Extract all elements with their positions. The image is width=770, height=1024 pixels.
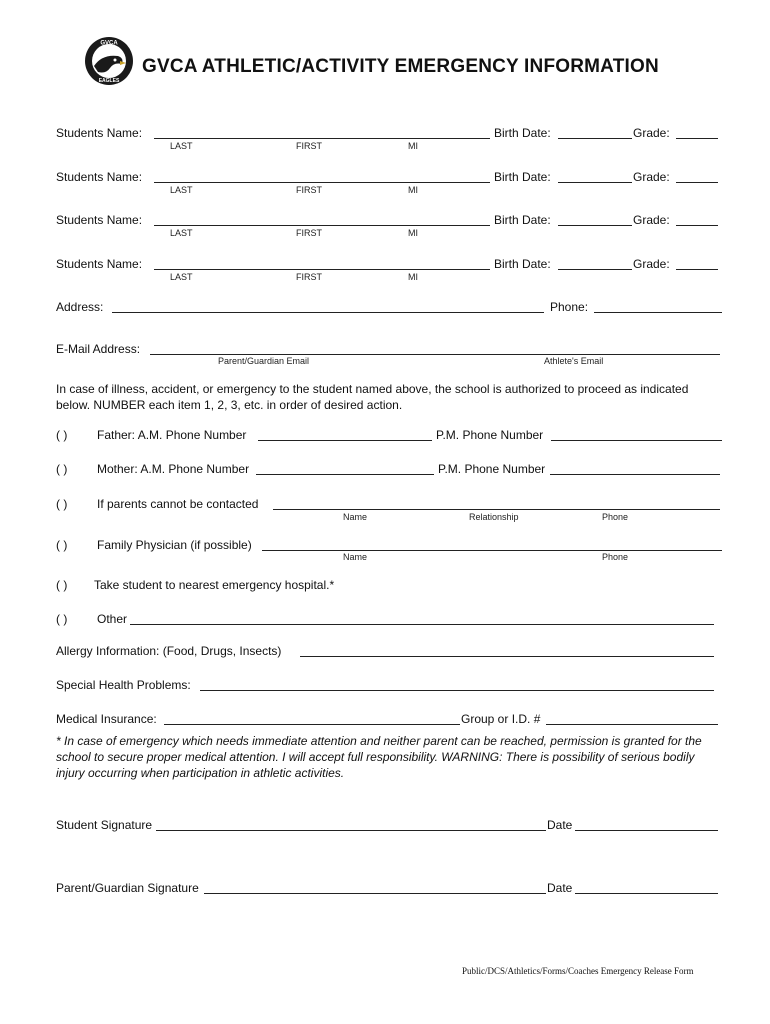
parent-date-label: Date [547,881,573,895]
birth-date-label: Birth Date: [494,170,551,184]
student-name-field[interactable] [154,138,490,139]
parent-date-field[interactable] [575,893,718,894]
special-health-field[interactable] [200,690,714,691]
allergy-label: Allergy Information: (Food, Drugs, Insects) [56,644,282,658]
alternate-name-label: Name [343,512,368,522]
grade-label: Grade: [633,126,670,140]
student-name-field[interactable] [154,225,490,226]
allergy-field[interactable] [300,656,714,657]
other-priority-box[interactable]: ( ) [56,612,68,626]
student-name-label: Students Name: [56,257,143,271]
logo-bottom-text: EAGLES [98,78,120,84]
grade-label: Grade: [633,257,670,271]
grade-label: Grade: [633,213,670,227]
student-date-label: Date [547,818,573,832]
physician-priority-box[interactable]: ( ) [56,538,68,552]
first-name-label: FIRST [296,185,322,195]
grade-field[interactable] [676,182,718,183]
alternate-priority-box[interactable]: ( ) [56,497,68,511]
hospital-label: Take student to nearest emergency hospital.* [94,578,335,592]
birth-date-label: Birth Date: [494,257,551,271]
father-pm-label: P.M. Phone Number [436,428,544,442]
physician-label: Family Physician (if possible) [97,538,252,552]
middle-initial-label: MI [408,272,418,282]
first-name-label: FIRST [296,228,322,238]
alternate-phone-label: Phone [602,512,629,522]
parent-email-label: Parent/Guardian Email [218,356,310,366]
last-name-label: LAST [170,272,193,282]
physician-field[interactable] [262,550,722,551]
email-label: E-Mail Address: [56,342,141,356]
last-name-label: LAST [170,185,193,195]
email-field[interactable] [150,354,720,355]
phone-field[interactable] [594,312,722,313]
alternate-contact-label: If parents cannot be contacted [97,497,259,511]
birth-date-label: Birth Date: [494,213,551,227]
birth-date-field[interactable] [558,269,632,270]
birth-date-field[interactable] [558,225,632,226]
insurance-field[interactable] [164,724,460,725]
last-name-label: LAST [170,228,193,238]
father-priority-box[interactable]: ( ) [56,428,68,442]
phone-label: Phone: [550,300,589,314]
address-field[interactable] [112,312,544,313]
last-name-label: LAST [170,141,193,151]
physician-name-label: Name [343,552,368,562]
alternate-relationship-label: Relationship [469,512,519,522]
mother-pm-label: P.M. Phone Number [438,462,546,476]
student-name-label: Students Name: [56,170,143,184]
other-field[interactable] [130,624,714,625]
group-id-field[interactable] [546,724,718,725]
student-name-field[interactable] [154,269,490,270]
insurance-label: Medical Insurance: [56,712,157,726]
parent-signature-label: Parent/Guardian Signature [56,881,199,895]
footer-path: Public/DCS/Athletics/Forms/Coaches Emergency Release Form [462,966,694,976]
birth-date-field[interactable] [558,182,632,183]
eagle-logo-icon [84,36,134,86]
grade-field[interactable] [676,138,718,139]
mother-am-label: Mother: A.M. Phone Number [97,462,250,476]
special-health-label: Special Health Problems: [56,678,191,692]
mother-pm-field[interactable] [550,474,720,475]
athlete-email-label: Athlete's Email [544,356,604,366]
parent-signature-field[interactable] [204,893,546,894]
disclaimer-text: * In case of emergency which needs immediate attention and neither parent can be reached, permission is granted for the school to secure proper medical attention. I will accept full responsibility. WARNING: There is possibility of serious bodily injury occurring when participation in athletic activities. [56,734,702,780]
middle-initial-label: MI [408,228,418,238]
student-name-field[interactable] [154,182,490,183]
page-title: GVCA ATHLETIC/ACTIVITY EMERGENCY INFORMATION [142,56,659,77]
instructions-text: In case of illness, accident, or emergency to the student named above, the school is authorized to proceed as indicated below. NUMBER each item 1, 2, 3, etc. in order of desired action. [56,382,689,412]
group-id-label: Group or I.D. # [461,712,541,726]
grade-field[interactable] [676,225,718,226]
grade-field[interactable] [676,269,718,270]
father-am-field[interactable] [258,440,432,441]
middle-initial-label: MI [408,185,418,195]
student-date-field[interactable] [575,830,718,831]
mother-priority-box[interactable]: ( ) [56,462,68,476]
student-name-label: Students Name: [56,126,143,140]
address-label: Address: [56,300,104,314]
physician-phone-label: Phone [602,552,629,562]
birth-date-field[interactable] [558,138,632,139]
birth-date-label: Birth Date: [494,126,551,140]
other-label: Other [97,612,128,626]
grade-label: Grade: [633,170,670,184]
hospital-priority-box[interactable]: ( ) [56,578,68,592]
father-pm-field[interactable] [551,440,722,441]
student-signature-label: Student Signature [56,818,153,832]
mother-am-field[interactable] [256,474,434,475]
alternate-contact-field[interactable] [273,509,720,510]
first-name-label: FIRST [296,141,322,151]
logo-top-text: GVCA [100,40,118,47]
middle-initial-label: MI [408,141,418,151]
first-name-label: FIRST [296,272,322,282]
student-name-label: Students Name: [56,213,143,227]
father-am-label: Father: A.M. Phone Number [97,428,247,442]
student-signature-field[interactable] [156,830,546,831]
